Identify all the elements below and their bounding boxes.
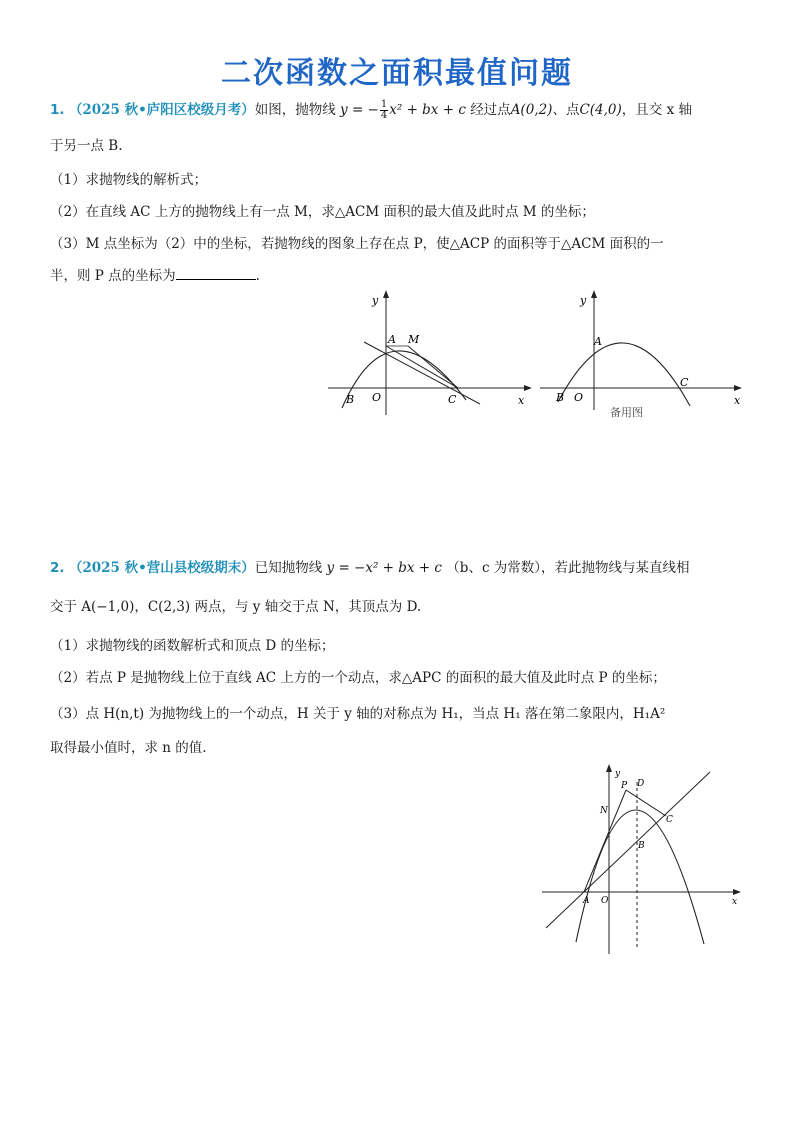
fig2-label-a: A xyxy=(594,335,602,348)
page-title: 二次函数之面积最值问题 xyxy=(221,56,573,91)
fig2-label-c: C xyxy=(680,376,689,389)
figure1-spare-graph xyxy=(540,290,750,425)
fig3-label-b: B xyxy=(638,841,645,851)
point-c: C(4,0) xyxy=(579,102,622,118)
fig3-label-x: x xyxy=(732,897,738,907)
fig2-label-x: x xyxy=(734,394,741,407)
problem1-question1: （1）求抛物线的解析式； xyxy=(50,172,208,188)
fig1-label-b: B xyxy=(346,393,355,406)
figure1-graph xyxy=(328,290,538,420)
problem1-source: （2025 秋•庐阳区校级月考） xyxy=(68,102,255,118)
problem2-number: 2. xyxy=(50,560,65,576)
fig2-caption: 备用图 xyxy=(610,406,643,419)
problem1-line1: 1. （2025 秋•庐阳区校级月考）如图，抛物线 y = − $\frac{1}{4}$ x² + bx + c 经过点A(0,2)、点C(4,0)，且交 x 轴 xyxy=(50,99,692,121)
problem2-equation: y = −x² + bx + c xyxy=(326,560,442,576)
problem1-equation-y: y = − xyxy=(340,102,379,118)
fig2-label-b: B xyxy=(556,391,565,404)
answer-blank xyxy=(176,267,256,280)
fig1-label-m: M xyxy=(408,333,420,346)
fig3-label-n: N xyxy=(600,806,608,816)
fig1-label-y: y xyxy=(372,294,379,307)
fig3-label-y: y xyxy=(615,769,621,779)
problem1-equation-rest: x² + bx + c xyxy=(389,102,466,118)
fig3-label-c: C xyxy=(666,815,673,825)
fig1-label-o: O xyxy=(372,391,382,404)
problem2-question2: （2）若点 P 是抛物线上位于直线 AC 上方的一个动点，求△APC 的面积的最大值及此时点 P 的坐标； xyxy=(50,670,666,686)
problem1-question3: （3）M 点坐标为（2）中的坐标，若抛物线的图象上存在点 P，使△ACP 的面积等于△ACM 面积的一 xyxy=(50,236,664,252)
problem1-question2: （2）在直线 AC 上方的抛物线上有一点 M，求△ACM 面积的最大值及此时点 M 的坐标； xyxy=(50,204,595,220)
point-a: A(0,2) xyxy=(510,102,553,118)
fig2-label-y: y xyxy=(580,294,587,307)
problem1-question3-cont: 半，则 P 点的坐标为 . xyxy=(50,268,260,284)
problem2-question3: （3）点 H(n,t) 为抛物线上的一个动点，H 关于 y 轴的对称点为 H₁，当点 H₁ 落在第二象限内，H₁A² xyxy=(50,706,666,722)
problem2-line2: 交于 A(−1,0)，C(2,3) 两点，与 y 轴交于点 N，其顶点为 D. xyxy=(50,599,422,615)
fig3-label-d: D xyxy=(637,779,645,789)
problem1-line2: 于另一点 B. xyxy=(50,138,123,154)
problem2-question1: （1）求抛物线的函数解析式和顶点 D 的坐标； xyxy=(50,638,335,654)
fig3-label-a: A xyxy=(583,896,590,906)
fig2-label-o: O xyxy=(574,391,584,404)
problem1-number: 1. xyxy=(50,102,65,118)
fig3-label-o: O xyxy=(601,896,609,906)
fig1-label-c: C xyxy=(448,393,457,406)
problem2-source: （2025 秋•营山县校级期末） xyxy=(68,560,255,576)
problem2-question3-cont: 取得最小值时，求 n 的值. xyxy=(50,740,207,756)
fig1-label-x: x xyxy=(518,394,525,407)
fraction: $\frac{1}{4}$ xyxy=(380,99,388,121)
problem2-line1: 2. （2025 秋•营山县校级期末）已知抛物线 y = −x² + bx + c （b、c 为常数），若此抛物线与某直线相 xyxy=(50,560,690,576)
fig3-label-p: P xyxy=(621,781,628,791)
fig1-label-a: A xyxy=(388,333,396,346)
figure2-graph xyxy=(542,762,747,957)
